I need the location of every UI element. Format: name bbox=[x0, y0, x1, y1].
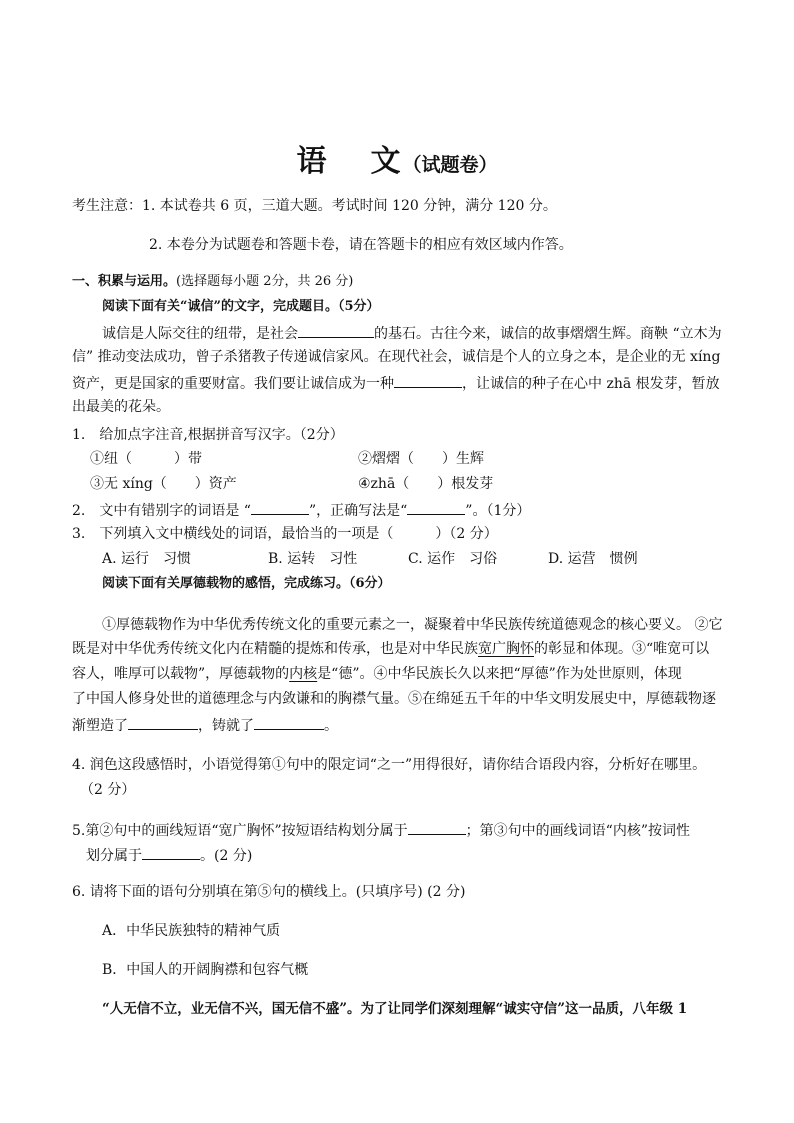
passage-2-line-1: ①厚德载物作为中华优秀传统文化的重要元素之一，凝聚着中华民族传统道德观念的核心要义。 ②它 bbox=[102, 617, 723, 633]
passage-2-text: 既是对中华优秀传统文化内在精髓的提炼和传承，也是对中华民族 bbox=[72, 641, 478, 657]
question-3-option-a: A. 运行 习惯 bbox=[102, 551, 192, 567]
answer-blank bbox=[128, 715, 198, 730]
passage-2-text: ，铸就了 bbox=[198, 718, 254, 734]
title-sub: （试题卷） bbox=[402, 154, 498, 176]
passage-1-line-4: 出最美的花朵。 bbox=[72, 399, 170, 415]
passage-2-text: 是“德”。④中华民族长久以来把“厚德”作为处世原则，体现 bbox=[317, 666, 682, 682]
section-1-heading bbox=[72, 273, 353, 291]
question-2-text: ”，正确写法是“ bbox=[308, 503, 408, 519]
passage-2-text: 渐塑造了 bbox=[72, 718, 128, 734]
answer-blank bbox=[251, 500, 309, 515]
passage-2-text: 的彰显和体现。③“唯宽可以 bbox=[534, 641, 710, 657]
passage-2-line-2 bbox=[72, 640, 709, 658]
reading-2-intro: 阅读下面有关厚德载物的感悟，完成练习。（6分） bbox=[102, 576, 391, 591]
passage-2-text: 。 bbox=[324, 718, 338, 734]
question-1-item-c: ③无 xíng（ ）资产 bbox=[90, 476, 237, 492]
passage-1-text: 的基石。古往今来，诚信的故事熠熠生辉。商鞅 “立木为 bbox=[374, 326, 722, 342]
underlined-word: 内核 bbox=[289, 666, 318, 682]
answer-blank bbox=[142, 845, 200, 860]
answer-blank bbox=[407, 500, 465, 515]
question-1-item-b: ②熠熠（ ）生辉 bbox=[358, 451, 484, 467]
passage-2-line-5 bbox=[72, 715, 338, 735]
question-1-item-a: ①纽（ ）带 bbox=[90, 451, 202, 467]
question-1-item-d: ④zhā（ ）根发芽 bbox=[358, 476, 494, 492]
question-6-stem: 6. 请将下面的语句分别填在第⑤句的横线上。(只填序号) (2 分) bbox=[72, 884, 466, 900]
question-5-line-1 bbox=[72, 820, 690, 840]
notice-line-1 bbox=[72, 197, 557, 215]
question-2-text: ”。（1分） bbox=[465, 503, 531, 519]
question-3-stem: 3. 下列填入文中横线处的词语，最恰当的一项是（ ）（2 分） bbox=[72, 526, 498, 542]
next-reading-intro: “人无信不立，业无信不兴，国无信不盛”。为了让同学们深刻理解“诚实守信”这一品质，八年级 1 bbox=[102, 1001, 688, 1017]
question-5-text: 划分属于 bbox=[86, 848, 142, 864]
section-1-title: 一、积累与运用。 bbox=[72, 274, 177, 289]
passage-1-text: 资产，更是国家的重要财富。我们要让诚信成为一种 bbox=[72, 376, 394, 392]
passage-1-text: 诚信是人际交往的纽带，是社会 bbox=[102, 326, 298, 342]
exam-title bbox=[0, 136, 794, 180]
question-4-line-1: 4. 润色这段感悟时，小语觉得第①句中的限定词“之一”用得很好，请你结合语段内容，分析好在哪里。 bbox=[72, 757, 707, 773]
question-6-option-b: B．中国人的开阔胸襟和包容气概 bbox=[102, 962, 309, 978]
question-5-text: ；第③句中的画线词语“内核”按词性 bbox=[465, 823, 690, 839]
reading-1-intro: 阅读下面有关“诚信”的文字，完成题目。（5分） bbox=[102, 299, 380, 314]
question-5-line-2 bbox=[86, 845, 252, 865]
question-5-text: 。(2 分) bbox=[200, 848, 253, 864]
underlined-phrase: 宽广胸怀 bbox=[478, 641, 534, 657]
answer-blank bbox=[408, 820, 466, 835]
passage-1-line-3 bbox=[72, 373, 720, 393]
section-1-note: (选择题每小题 2分，共 26 分) bbox=[176, 274, 354, 289]
answer-blank bbox=[394, 373, 462, 388]
passage-1-text: ，让诚信的种子在心中 zhā 根发芽，暂放 bbox=[462, 376, 720, 392]
question-6-option-a: A．中华民族独特的精神气质 bbox=[102, 923, 281, 939]
question-3-option-d: D. 运营 惯例 bbox=[548, 551, 638, 567]
passage-1-line-2: 信” 推动变法成功，曾子杀猪教子传递诚信家风。在现代社会，诚信是个人的立身之本，是企业的无 xíng bbox=[72, 349, 721, 365]
answer-blank bbox=[298, 323, 374, 338]
notice-label: 考生注意： bbox=[72, 198, 142, 214]
notice-item-2: 2. 本卷分为试题卷和答题卡卷，请在答题卡的相应有效区域内作答。 bbox=[149, 237, 573, 253]
answer-blank bbox=[254, 715, 324, 730]
title-main-1: 语 bbox=[296, 144, 329, 179]
passage-2-line-4: 了中国人修身处世的道德理念与内敛谦和的胸襟气量。⑤在绵延五千年的中华文明发展史中，厚德载物逐 bbox=[72, 691, 716, 707]
question-3-option-c: C. 运作 习俗 bbox=[408, 551, 498, 567]
question-2-text: 2. 文中有错别字的词语是 “ bbox=[72, 503, 251, 519]
notice-item-1: 1. 本试卷共 6 页，三道大题。考试时间 120 分钟，满分 120 分。 bbox=[142, 198, 557, 214]
passage-1-line-1 bbox=[102, 323, 722, 343]
question-5-text: 5.第②句中的画线短语“宽广胸怀”按短语结构划分属于 bbox=[72, 823, 408, 839]
question-4-line-2: （2 分） bbox=[80, 782, 136, 798]
question-3-option-b: B. 运转 习性 bbox=[268, 551, 358, 567]
passage-2-line-3 bbox=[72, 665, 682, 683]
title-main-2: 文 bbox=[370, 144, 403, 179]
passage-2-text: 容人，唯厚可以载物”，厚德载物的 bbox=[72, 666, 290, 682]
question-1-stem: 1. 给加点字注音,根据拼音写汉字。（2分） bbox=[72, 427, 344, 443]
question-2 bbox=[72, 500, 530, 520]
